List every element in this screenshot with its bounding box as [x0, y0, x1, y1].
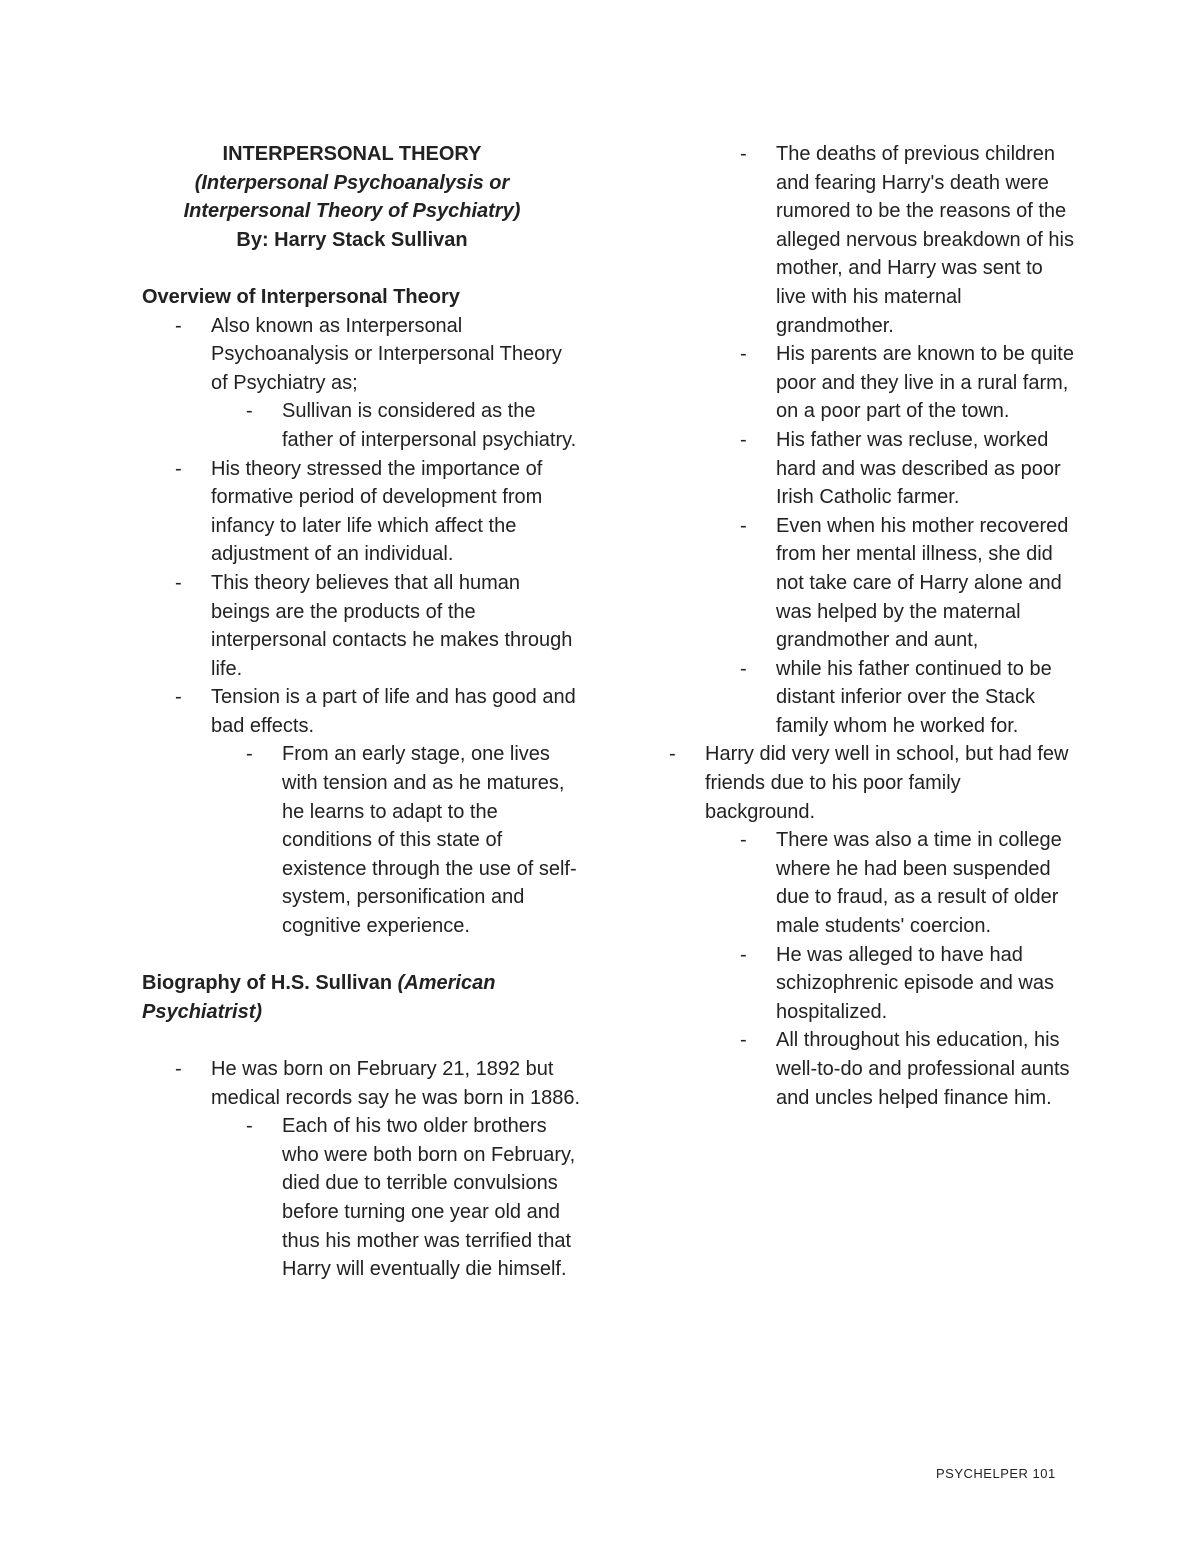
biography-list-continued — [666, 740, 1076, 1112]
document-author: By: Harry Stack Sullivan — [236, 228, 468, 251]
list-item: - Even when his mother recovered from her mental illness, she did not take care of Harry alone and was helped by the maternal grandmother and aunt, — [776, 512, 1076, 655]
list-item: - This theory believes that all human beings are the products of the interpersonal contacts he makes through life. — [211, 569, 582, 683]
sub-list — [211, 740, 582, 940]
bullet-dash: - — [175, 686, 182, 709]
bullet-dash: - — [175, 1058, 182, 1080]
list-item: - There was also a time in college where he had been suspended due to fraud, as a result of older male students' coercion. — [776, 826, 1076, 940]
list-item: - His parents are known to be quite poor and they live in a rural farm, on a poor part of the town. — [776, 340, 1076, 426]
bullet-dash: - — [740, 1029, 747, 1052]
bullet-dash: - — [740, 143, 747, 165]
bullet-dash: - — [740, 428, 747, 451]
bullet-dash: - — [175, 457, 182, 480]
bullet-dash: - — [740, 343, 747, 366]
list-item: - while his father continued to be distant inferior over the Stack family whom he worked for. — [776, 655, 1076, 741]
list-item: - All throughout his education, his well-to-do and professional aunts and uncles helped finance him. — [776, 1026, 1076, 1112]
bullet-dash: - — [175, 571, 182, 594]
list-item: - Harry did very well in school, but had few friends due to his poor family background. - There was also a time in college where he had been suspended due to fraud, as a result of older male students' coercion. - He was alleged to have had schizophrenic episode and was hospitalized. - All throughout his education, his well-to-do and professional aunts and uncles helped finance him. — [705, 740, 1076, 1112]
sub-list — [211, 397, 582, 454]
list-item: - Each of his two older brothers who were both born on February, died due to terrible convulsions before turning one year old and thus his mother was terrified that Harry will eventually die himself. — [282, 1112, 582, 1284]
page-footer: PSYCHELPER 101 — [936, 1466, 1056, 1481]
bullet-dash: - — [740, 829, 747, 852]
biography-heading: Biography of H.S. Sullivan (American Psychiatrist) — [142, 972, 496, 1023]
list-item: - Also known as Interpersonal Psychoanalysis or Interpersonal Theory of Psychiatry as; - Sullivan is considered as the father of interpersonal psychiatry. — [211, 312, 582, 455]
sub-list — [211, 1112, 582, 1284]
list-item: - From an early stage, one lives with tension and as he matures, he learns to adapt to the conditions of this state of existence through the use of self-system, personification and cognitive experience. — [282, 740, 582, 940]
list-item: - He was alleged to have had schizophrenic episode and was hospitalized. — [776, 941, 1076, 1027]
list-item: - His father was recluse, worked hard and was described as poor Irish Catholic farmer. — [776, 426, 1076, 512]
biography-list — [142, 1055, 582, 1284]
list-item: - His theory stressed the importance of formative period of development from infancy to later life which affect the adjustment of an individual. — [211, 455, 582, 569]
list-item: - The deaths of previous children and fearing Harry's death were rumored to be the reasons of the alleged nervous breakdown of his mother, and Harry was sent to live with his maternal grandmother. — [776, 140, 1076, 340]
document-subtitle-line2: Interpersonal Theory of Psychiatry) — [183, 200, 521, 223]
bullet-dash: - — [246, 1115, 253, 1138]
biography-sublist-continued — [666, 140, 1076, 740]
left-column — [142, 140, 582, 1284]
bullet-dash: - — [669, 743, 676, 766]
bullet-dash: - — [740, 657, 747, 680]
document-title: INTERPERSONAL THEORY — [222, 143, 482, 165]
title-block — [142, 140, 562, 254]
bullet-dash: - — [740, 514, 747, 537]
right-column — [666, 140, 1076, 1112]
list-item: - He was born on February 21, 1892 but medical records say he was born in 1886. - Each of his two older brothers who were both born on February, died due to terrible convulsions before turning one year old and thus his mother was terrified that Harry will eventually die himself. — [211, 1055, 582, 1284]
bullet-dash: - — [175, 314, 182, 337]
document-subtitle-line1: (Interpersonal Psychoanalysis or — [194, 171, 510, 194]
list-item: - Tension is a part of life and has good and bad effects. - From an early stage, one lives with tension and as he matures, he learns to adapt to the conditions of this state of existence through the use of self-system, personification and cognitive experience. — [211, 683, 582, 940]
list-item: - Sullivan is considered as the father of interpersonal psychiatry. — [282, 397, 582, 454]
bullet-dash: - — [246, 400, 253, 423]
overview-list — [142, 312, 582, 941]
bullet-dash: - — [740, 943, 747, 966]
sub-list — [705, 826, 1076, 1112]
bullet-dash: - — [246, 743, 253, 766]
overview-heading: Overview of Interpersonal Theory — [142, 285, 460, 308]
